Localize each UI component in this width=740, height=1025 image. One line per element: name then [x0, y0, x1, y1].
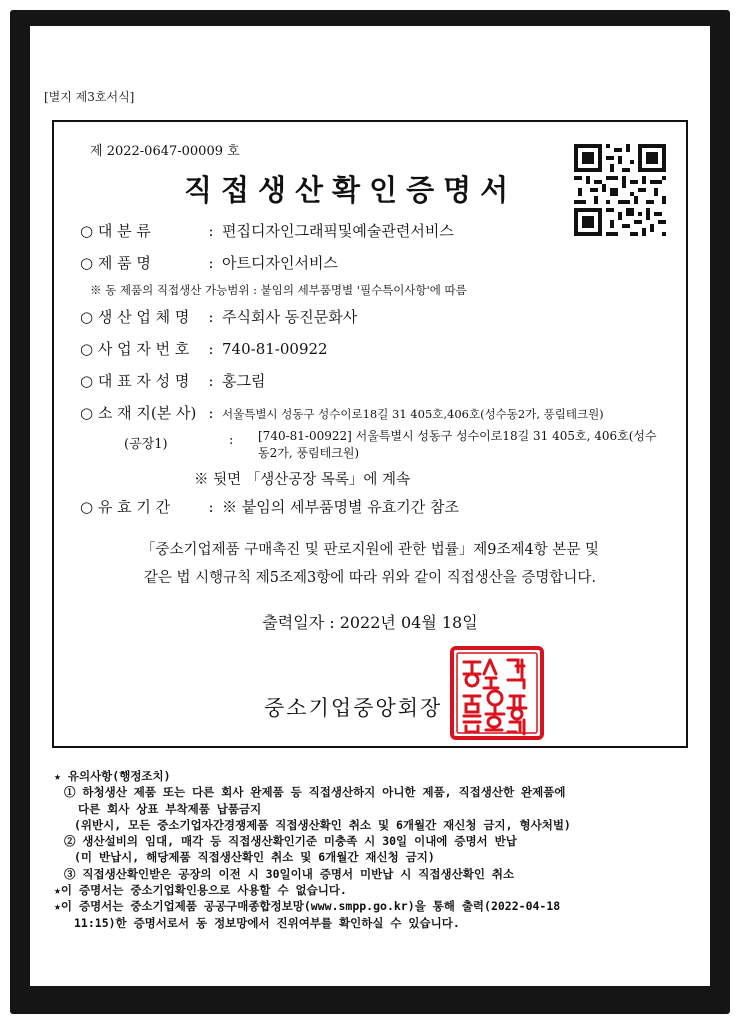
row-ceo	[80, 370, 265, 391]
note-item: (미 반납시, 해당제품 직접생산확인 취소 및 6개월간 재신청 금지)	[74, 850, 435, 865]
note-item: 다른 회사 상표 부착제품 납품금지	[78, 801, 262, 816]
back-page-note: ※ 뒷면 「생산공장 목록」에 계속	[194, 472, 411, 488]
certificate-box	[52, 120, 688, 748]
colon: :	[208, 372, 214, 390]
note-footer: ★이 증명서는 중소기업확인용으로 사용할 수 없습니다.	[54, 883, 347, 898]
colon: :	[208, 222, 214, 240]
row-company	[80, 306, 357, 327]
category-label: ○ 대 분 류	[80, 222, 151, 240]
row-product	[80, 252, 338, 273]
bizno-label: ○ 사 업 자 번 호	[80, 340, 190, 358]
validity-value: ※ 붙임의 세부품명별 유효기간 참조	[222, 498, 459, 516]
note-footer: 11:15)한 증명서로서 동 정보망에서 진위여부를 확인하실 수 있습니다.	[74, 915, 460, 930]
caution-notes	[54, 768, 694, 931]
product-value: 아트디자인서비스	[222, 254, 338, 272]
row-category	[80, 220, 454, 241]
ceo-value: 홍그림	[222, 372, 266, 390]
legal-statement-line2: 같은 법 시행규칙 제5조제3항에 따라 위와 같이 직접생산을 증명합니다.	[143, 570, 597, 586]
official-seal	[450, 646, 544, 740]
form-number: [별지 제3호서식]	[44, 90, 135, 104]
colon: :	[208, 254, 214, 272]
colon: :	[208, 308, 214, 326]
row-bizno	[80, 338, 328, 359]
row-validity	[80, 496, 459, 517]
certificate-title: 직접생산확인증명서	[184, 173, 518, 207]
address-label: ○ 소 재 지(본 사)	[80, 404, 197, 422]
colon: :	[208, 498, 214, 516]
scope-note: ※ 동 제품의 직접생산 가능범위 : 붙임의 세부품명별 '필수특이사항'에 따름	[90, 283, 467, 297]
note-item: ② 생산설비의 임대, 매각 등 직접생산확인기준 미충족 시 30일 이내에 증명서 반납	[64, 834, 517, 849]
product-label: ○ 제 품 명	[80, 254, 151, 272]
company-value: 주식회사 동진문화사	[222, 308, 358, 326]
issuer-name: 중소기업중앙회장	[264, 696, 443, 720]
note-item: ③ 직접생산확인받은 공장의 이전 시 30일이내 증명서 미반납 시 직접생산확인 취소	[64, 866, 515, 881]
bizno-value: 740-81-00922	[222, 340, 328, 358]
category-value: 편집디자인그래픽및예술관련서비스	[222, 222, 454, 240]
certificate-number: 제 2022-0647-00009 호	[90, 144, 240, 159]
company-label: ○ 생 산 업 체 명	[80, 308, 190, 326]
factory-value: [740-81-00922] 서울특별시 성동구 성수이로18길 31 405호, 406호(성수동2가, 풍림테크원)	[258, 429, 657, 460]
note-footer: ★이 증명서는 중소기업제품 공공구매종합정보망(www.smpp.go.kr)을 통해 출력(2022-04-18	[54, 899, 561, 914]
legal-statement-line1: 「중소기업제품 구매촉진 및 판로지원에 관한 법률」제9조제4항 본문 및	[141, 542, 599, 558]
factory-label: (공장1)	[124, 437, 168, 452]
colon: :	[208, 404, 214, 422]
colon: :	[229, 433, 234, 448]
qr-code	[574, 144, 666, 236]
note-item: (위반시, 모든 중소기업자간경쟁제품 직접생산확인 취소 및 6개월간 재신청 금지, 형사처벌)	[74, 817, 571, 832]
colon: :	[208, 340, 214, 358]
notes-header: ★ 유의사항(행정조치)	[54, 769, 171, 783]
address-value: 서울특별시 성동구 성수이로18길 31 405호,406호(성수동2가, 풍림테크원)	[222, 407, 604, 421]
ceo-label: ○ 대 표 자 성 명	[80, 372, 190, 390]
print-date: 출력일자 : 2022년 04월 18일	[262, 613, 478, 632]
row-address	[80, 402, 604, 423]
note-item: ① 하청생산 제품 또는 다른 회사 완제품 등 직접생산하지 아니한 제품, 직접생산한 완제품에	[64, 785, 566, 800]
validity-label: ○ 유 효 기 간	[80, 498, 171, 516]
